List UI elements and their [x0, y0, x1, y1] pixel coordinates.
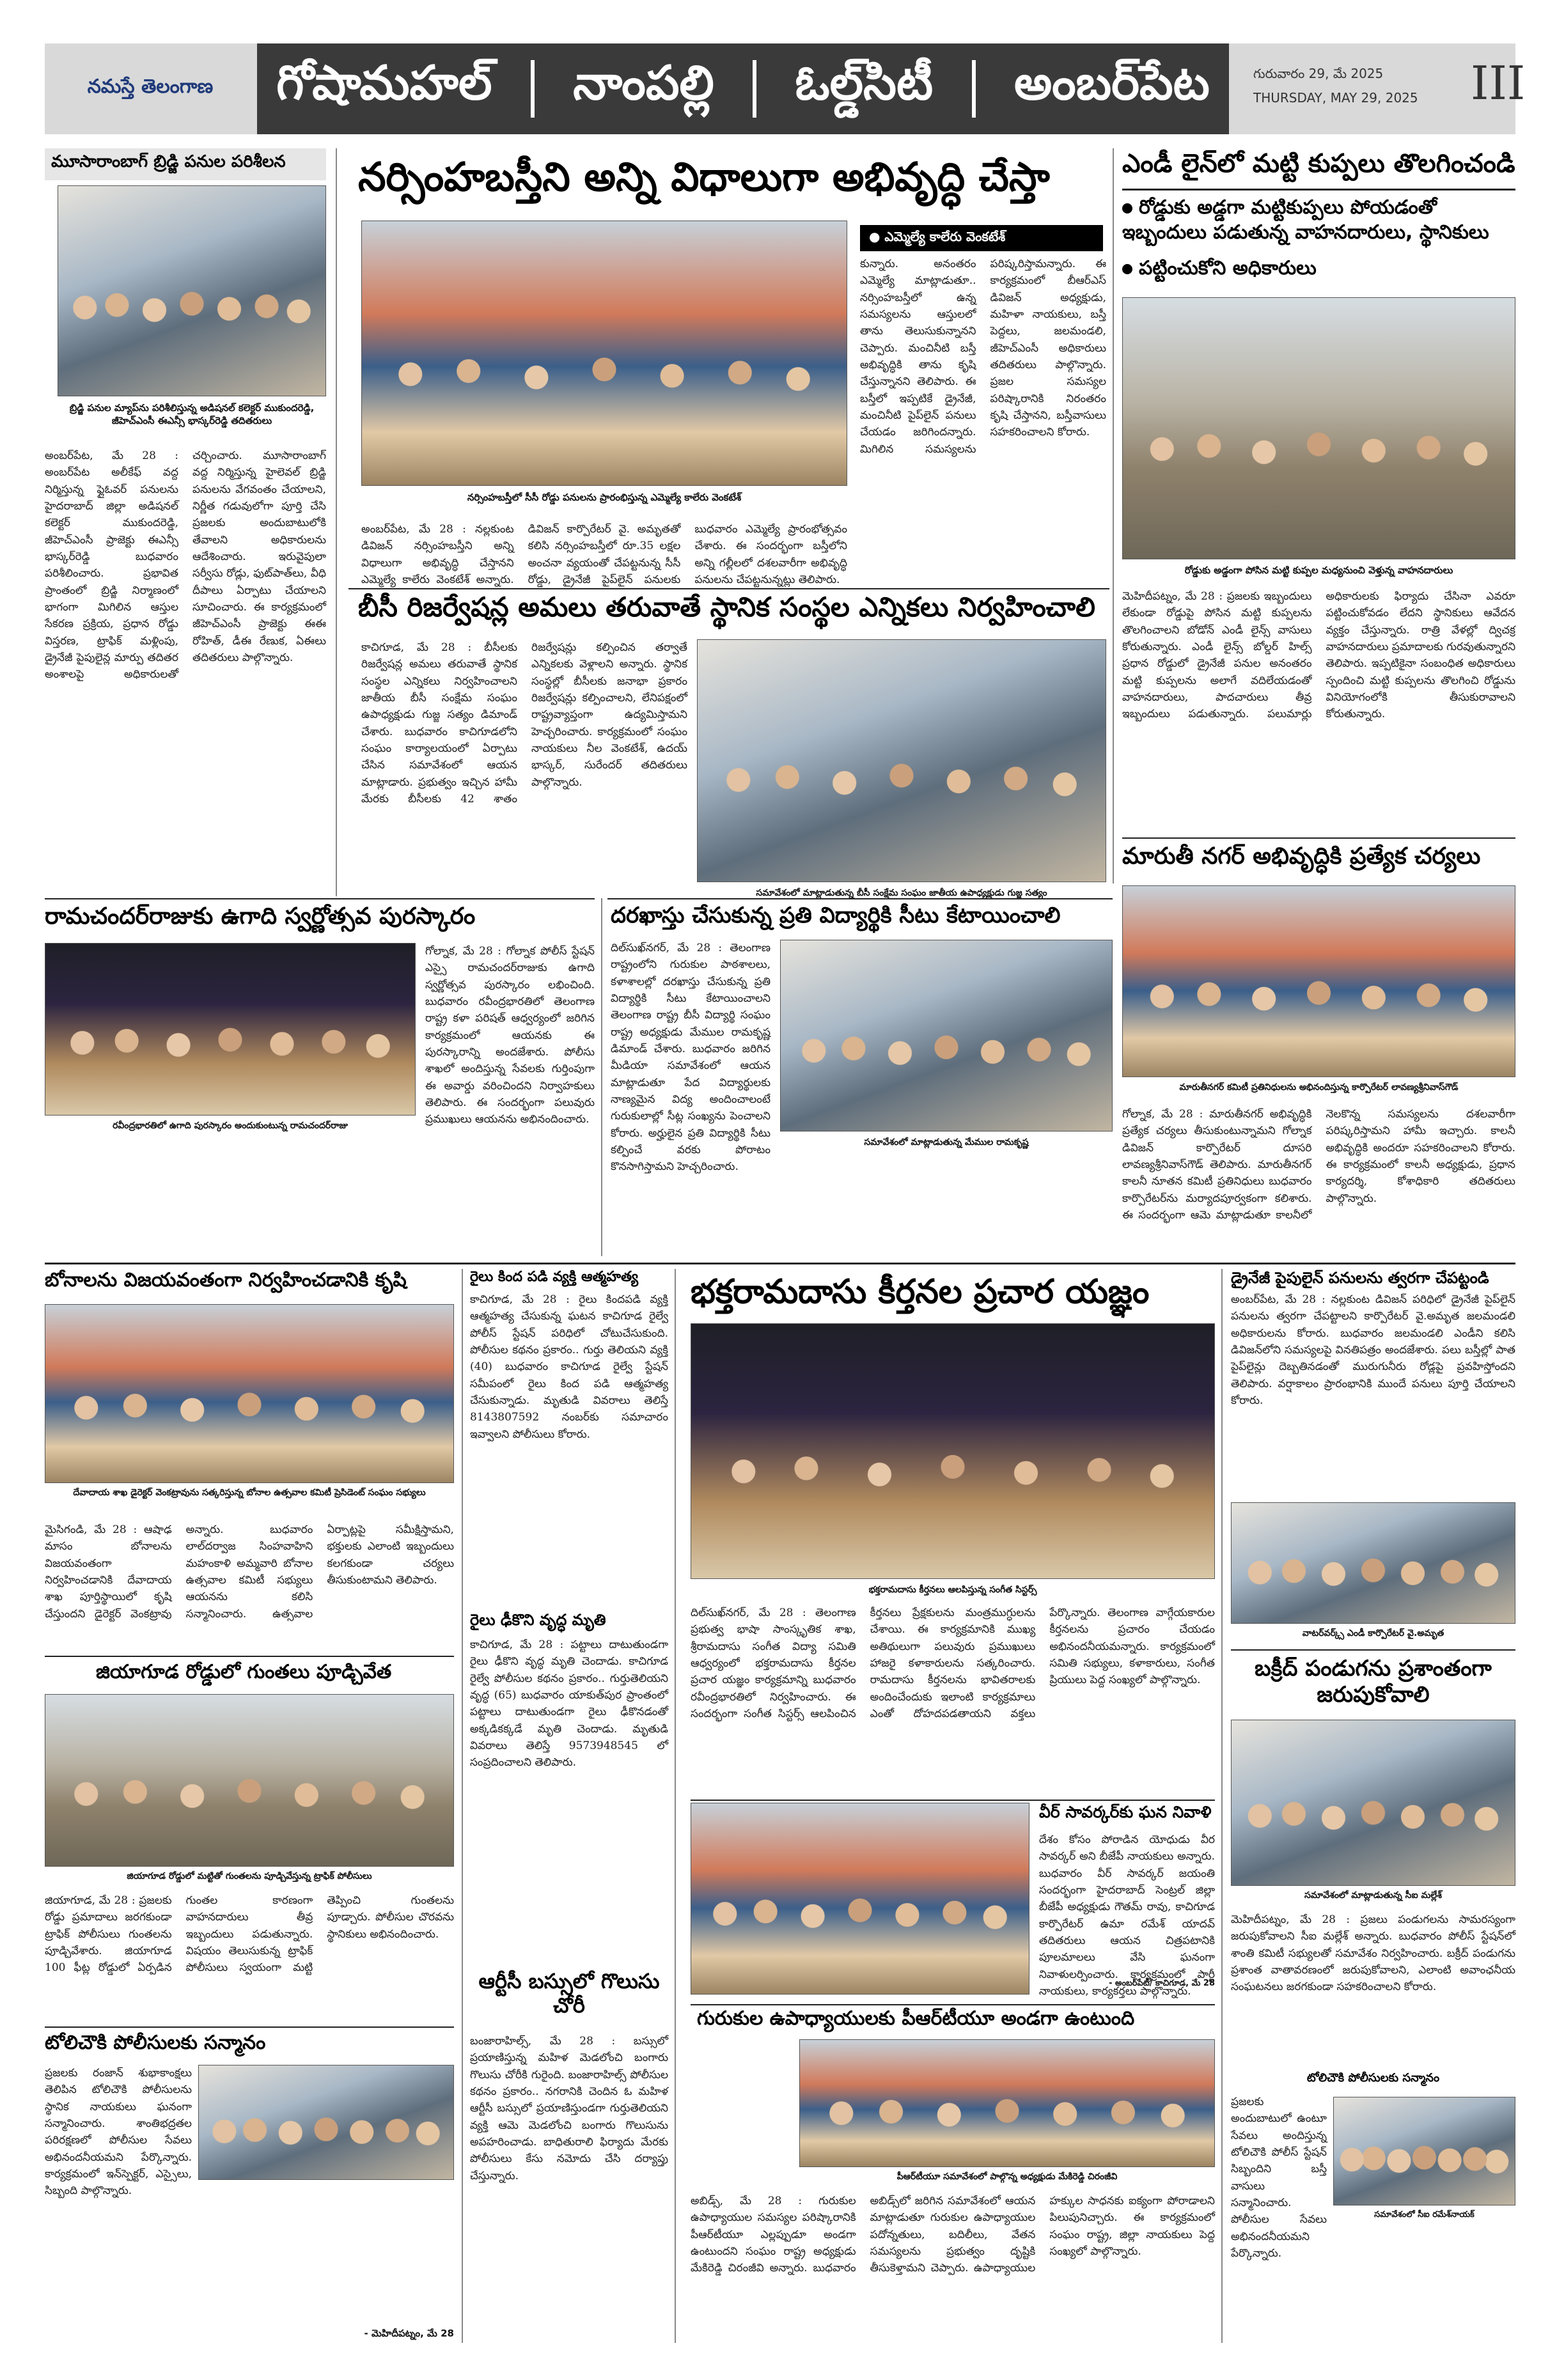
- section-rule: [691, 2004, 1215, 2005]
- section-rule: [45, 1263, 1515, 1264]
- s4-headline: బీసీ రిజర్వేషన్ల అమలు తరువాతే స్థానిక సంస్థల ఎన్నికలు నిర్వహించాలి: [358, 591, 1095, 623]
- s2-caption: నర్సింహబస్తీలో సీసీ రోడ్డు పనులను ప్రారంభిస్తున్న ఎమ్మెల్యే కాలేరు వెంకటేశ్: [467, 492, 742, 503]
- s11-h1: రైలు కింద పడి వ్యక్తి ఆత్మహత్య: [470, 1269, 639, 1285]
- zone-banner: [257, 43, 1229, 134]
- s10-headline: టోలిచౌకి పోలీసులకు సన్మానం: [45, 2032, 266, 2054]
- s6-headline: రామచందర్‌రాజుకు ఉగాది స్వర్ణోత్సవ పురస్కారం: [45, 903, 476, 929]
- s3-body: మెహిదీపట్నం, మే 28 : ప్రజలకు ఇబ్బందులు లేకుండా రోడ్డుపై పోసిన మట్టి కుప్పలను తొలగించాలని బోడోన్ ఎండీ లైన్స్ వాసులు కోరుతున్నారు. ఎండీ లైన్స్ బోల్డర్ హిల్స్ ప్రధాన రోడ్డులో డ్రైనేజీ పనుల అనంతరం మట్టి కుప్పలను అలాగే వదిలేయడంతో వాహనదారులు, పాదచారులు తీవ్ర ఇబ్బందులు పడుతున్నారు. పలుమార్లు అధికారులకు ఫిర్యాదు చేసినా ఎవరూ పట్టించుకోవడం లేదని స్థానికులు ఆవేదన వ్యక్తం చేస్తున్నారు. రాత్రి వేళల్లో ద్విచక్ర వాహనదారులు ప్రమాదాలకు గురవుతున్నారని తెలిపారు. ఇప్పటికైనా సంబంధిత అధికారులు స్పందించి మట్టి కుప్పలను తొలగించి రోడ్డును వినియోగంలోకి తీసుకురావాలని కోరుతున్నారు.: [1122, 590, 1516, 721]
- s16-photo: [1231, 1720, 1515, 1886]
- section-rule: [348, 588, 1109, 589]
- s14-photo: [799, 2039, 1215, 2167]
- s15-headline: డ్రైనేజీ పైపులైన్ పనులను త్వరగా చేపట్టండి: [1231, 1269, 1489, 1287]
- s2-photo: [361, 221, 847, 486]
- zone-goshamahal: గోషామహల్: [276, 56, 492, 111]
- s10-photo: [198, 2065, 454, 2180]
- s1-caption: బ్రిడ్జి పనుల మ్యాప్‌ను పరిశీలిస్తున్న అడిషనల్ కలెక్టర్ ముకుందరెడ్డి, జీహెచ్‌ఎంసీ ఈఎన్సీ భాస్కర్‌రెడ్డి తదితరులు: [69, 402, 315, 427]
- s4-caption: సమావేశంలో మాట్లాడుతున్న బీసీ సంక్షేమ సంఘం జాతీయ ఉపాధ్యక్షుడు గుజ్జ సత్యం: [756, 888, 1047, 898]
- s5-body: గోల్నాక, మే 28 : మారుతీనగర్ అభివృద్ధికి ప్రత్యేక చర్యలు తీసుకుంటున్నామని గోల్నాక డివిజన్ కార్పొరేటర్ దూసరి లావణ్యశ్రీనివాస్‌గౌడ్ తెలిపారు. మారుతీనగర్ కాలనీ నూతన కమిటీ ప్రతినిధులు బుధవారం కార్పొరేటర్‌ను మర్యాదపూర్వకంగా కలిశారు. ఈ సందర్భంగా ఆమె మాట్లాడుతూ కాలనీలో నెలకొన్న సమస్యలను దశలవారీగా పరిష్కరిస్తామని హామీ ఇచ్చారు. కాలనీ అభివృద్ధికి అందరూ సహకరించాలని కోరారు. ఈ కార్యక్రమంలో కాలనీ అధ్యక్షుడు, ప్రధాన కార్యదర్శి, కోశాధికారి తదితరులు పాల్గొన్నారు.: [1122, 1108, 1515, 1222]
- s9-headline: జియాగూడ రోడ్డులో గుంతలు పూడ్చివేత: [96, 1661, 392, 1683]
- s16-headline: బక్రీద్ పండుగను ప్రశాంతంగా జరుపుకోవాలి: [1255, 1656, 1492, 1707]
- s14-body: అబిడ్స్, మే 28 : గురుకుల ఉపాధ్యాయుల సమస్యల పరిష్కారానికి పీఆర్‌టీయూ ఎల్లప్పుడూ అండగా ఉంటుందని సంఘం రాష్ట్ర అధ్యక్షుడు మేకిరెడ్డి చిరంజీవి అన్నారు. బుధవారం అబిడ్స్‌లో జరిగిన సమావేశంలో ఆయన మాట్లాడుతూ గురుకుల ఉపాధ్యాయుల పదోన్నతులు, బదిలీలు, వేతన సమస్యలను ప్రభుత్వం దృష్టికి తీసుకెళ్తామని చెప్పారు. ఉపాధ్యాయుల హక్కుల సాధనకు ఐక్యంగా పోరాడాలని పిలుపునిచ్చారు. ఈ కార్యక్రమంలో సంఘం రాష్ట్ర, జిల్లా నాయకులు పెద్ద సంఖ్యలో పాల్గొన్నారు.: [691, 2195, 1215, 2275]
- s5-headline: మారుతీ నగర్ అభివృద్ధికి ప్రత్యేక చర్యలు: [1122, 843, 1481, 869]
- zone-divider: [531, 60, 535, 118]
- s13-headline: వీర్ సావర్కర్‌కు ఘన నివాళి: [1039, 1803, 1212, 1821]
- zone-amberpet: అంబర్‌పేట: [1013, 56, 1210, 111]
- s1-photo: [58, 185, 326, 396]
- s12-caption: భక్తరామదాసు కీర్తనలు ఆలపిస్తున్న సంగీత సిస్టర్స్: [868, 1585, 1037, 1595]
- section-rule: [45, 1656, 454, 1657]
- s13-dateline: - అంబర్‌పేట్/ కాచిగూడ, మే 28: [1109, 1979, 1215, 1988]
- column-rule: [1113, 148, 1114, 883]
- s7-caption: సమావేశంలో మాట్లాడుతున్న మేముల రామకృష్ణ: [864, 1137, 1029, 1147]
- brand-logo: నమస్తే తెలంగాణ: [87, 75, 214, 98]
- s16-caption: సమావేశంలో మాట్లాడుతున్న సీఐ మల్లేశ్: [1304, 1890, 1442, 1901]
- column-rule: [1221, 1269, 1223, 2343]
- dateline: [1253, 61, 1445, 110]
- zone-divider: [972, 60, 976, 118]
- section-rule: [45, 2026, 454, 2028]
- s11-b3: బంజారాహిల్స్, మే 28 : బస్సులో ప్రయాణిస్తున్న మహిళ మెడలోంచి బంగారు గొలుసు చోరీకి గురైంది. బంజారాహిల్స్ పోలీసుల కథనం ప్రకారం.. నగరానికి చెందిన ఓ మహిళ ఆర్టీసీ బస్సులో ప్రయాణిస్తుండగా గుర్తుతెలియని వ్యక్తి ఆమె మెడలోంచి బంగారు గొలుసును అపహరించాడు. బాధితురాలి ఫిర్యాదు మేరకు పోలీసులు కేసు నమోదు చేసి దర్యాప్తు చేస్తున్నారు.: [470, 2035, 668, 2182]
- s15-caption: వాటర్‌వర్క్స్ ఎండీ కార్పొరేటర్ వై.అమృత: [1302, 1628, 1444, 1638]
- s17-photo: [1333, 2097, 1515, 2205]
- s8-headline: బోనాలను విజయవంతంగా నిర్వహించడానికి కృషి: [45, 1269, 407, 1291]
- zone-nampally: నాంపల్లి: [573, 56, 714, 111]
- section-rule: [45, 898, 595, 899]
- s2-body-left: అంబర్‌పేట, మే 28 : నల్లకుంట డివిజన్ నర్సింహబస్తీని అన్ని విధాలుగా అభివృద్ధి చేస్తానని ఎమ్మెల్యే కాలేరు వెంకటేశ్ అన్నారు. డివిజన్ కార్పొరేటర్ వై. అమృతతో కలిసి నర్సింహబస్తీలో రూ.35 లక్షల అంచనా వ్యయంతో చేపట్టనున్న సీసీ రోడ్డు, డ్రైనేజీ పైప్‌లైన్ పనులకు బుధవారం ఎమ్మెల్యే ప్రారంభోత్సవం చేశారు. ఈ సందర్భంగా బస్తీలోని అన్ని గల్లీలలో దశలవారీగా అభివృద్ధి పనులను చేపట్టనున్నట్లు తెలిపారు.: [361, 523, 847, 587]
- column-rule: [336, 148, 337, 896]
- s3-bullet-1-text: రోడ్డుకు అడ్డగా మట్టికుప్పలు పోయడంతో ఇబ్బందులు పడుతున్న వాహనదారులు, స్థానికులు: [1122, 196, 1489, 244]
- s7-headline: దరఖాస్తు చేసుకున్న ప్రతి విద్యార్థికి సీటు కేటాయించాలి: [611, 903, 1061, 928]
- s10-dateline: - మెహిదీపట్నం, మే 28: [364, 2328, 454, 2339]
- section-rule: [607, 898, 1113, 899]
- s3-headline: ఎండీ లైన్‌లో మట్టి కుప్పలు తొలగించండి: [1122, 149, 1515, 178]
- s15-body: అంబర్‌పేట, మే 28 : నల్లకుంట డివిజన్ పరిధిలో డ్రైనేజీ పైప్‌లైన్ పనులను త్వరగా చేపట్టాలని కార్పొరేటర్ వై.అమృత జలమండలి అధికారులను కోరారు. బుధవారం జలమండలి ఎండీని కలిసి డివిజన్‌లోని సమస్యలపై వినతిపత్రం అందజేశారు. పలు బస్తీల్లో పాత పైప్‌లైన్లు దెబ్బతినడంతో మురుగునీరు రోడ్లపై ప్రవహిస్తోందని తెలిపారు. వర్షాకాలం ప్రారంభానికి ముందే పనులు పూర్తి చేయాలని కోరారు.: [1231, 1293, 1515, 1408]
- s17-body: ప్రజలకు అందుబాటులో ఉంటూ సేవలు అందిస్తున్న టోలిచౌకి పోలీస్ స్టేషన్ సిబ్బందిని బస్తీ వాసులు సన్మానించారు. పోలీసుల సేవలు అభినందనీయమని పేర్కొన్నారు.: [1231, 2096, 1327, 2260]
- s9-body: జియాగూడ, మే 28 : ప్రజలకు రోడ్డు ప్రమాదాలు జరగకుండా ట్రాఫిక్ పోలీసులు గుంతలను పూడ్చివేశారు. జియాగూడ 100 ఫీట్ల రోడ్డులో ఏర్పడిన గుంతల కారణంగా వాహనదారులు తీవ్ర ఇబ్బందులు పడుతున్నారు. విషయం తెలుసుకున్న ట్రాఫిక్ పోలీసులు స్వయంగా మట్టి తెప్పించి గుంతలను పూడ్చారు. పోలీసుల చొరవను స్థానికులు అభినందించారు.: [45, 1894, 454, 1975]
- s1-body: అంబర్‌పేట, మే 28 : అంబర్‌పేట అలీకేఫ్ వద్ద నిర్మిస్తున్న ఫ్లైఓవర్ పనులను హైదరాబాద్ జిల్లా అడిషనల్ కలెక్టర్ ముకుందరెడ్డి, జీహెచ్‌ఎంసీ ప్రాజెక్టు ఈఎన్సీ భాస్కర్‌రెడ్డి బుధవారం పరిశీలించారు. ప్రభావిత ప్రాంతంలో బ్రిడ్జి నిర్మాణంలో భాగంగా మిగిలిన ఆస్తుల సేకరణ ప్రక్రియ, ప్రధాన రోడ్డు విస్తరణ, ట్రాఫిక్ మళ్లింపు, డ్రైనేజీ పైపులైన్ల మార్పు తదితర అంశాలపై అధికారులతో చర్చించారు. మూసారాంబాగ్ వద్ద నిర్మిస్తున్న హైలెవల్ బ్రిడ్జి పనులను వేగవంతం చేయాలని, నిర్ణీత గడువులోగా పూర్తి చేసి ప్రజలకు అందుబాటులోకి తేవాలని అధికారులను ఆదేశించారు. ఇరువైపులా సర్వీసు రోడ్లు, ఫుట్‌పాత్‌లు, వీధి దీపాలు ఏర్పాటు చేయాలని సూచించారు. ఈ కార్యక్రమంలో జీహెచ్‌ఎంసీ ప్రాజెక్టు ఈఈ రోహిత్, డీఈ రేణుక, ఏఈలు తదితరులు పాల్గొన్నారు.: [45, 449, 326, 681]
- s3-underline: [1122, 189, 1515, 191]
- s17-caption: సమావేశంలో సీఐ రమేశ్‌నాయక్: [1374, 2210, 1475, 2220]
- s13-body: దేశం కోసం పోరాడిన యోధుడు వీర సావర్కర్ అని బీజేపీ నాయకులు అన్నారు. బుధవారం వీర్ సావర్కర్ జయంతి సందర్భంగా హైదరాబాద్ సెంట్రల్ జిల్లా బీజేపీ అధ్యక్షుడు గౌతమ్ రావు, కాచిగూడ కార్పొరేటర్ ఉమా రమేశ్ యాదవ్ తదితరులు ఆయన చిత్రపటానికి పూలమాలలు వేసి ఘనంగా నివాళులర్పించారు. కార్యక్రమంలో పార్టీ నాయకులు, కార్యకర్తలు పాల్గొన్నారు.: [1039, 1833, 1215, 1998]
- s7-body: దిల్‌సుఖ్‌నగర్, మే 28 : తెలంగాణ రాష్ట్రంలోని గురుకుల పాఠశాలలు, కళాశాలల్లో దరఖాస్తు చేసుకున్న ప్రతి విద్యార్థికి సీటు కేటాయించాలని తెలంగాణ రాష్ట్ర బీసీ విద్యార్థి సంఘం రాష్ట్ర అధ్యక్షుడు మేముల రామకృష్ణ డిమాండ్ చేశారు. బుధవారం జరిగిన మీడియా సమావేశంలో ఆయన మాట్లాడుతూ పేద విద్యార్థులకు నాణ్యమైన విద్య అందించాలంటే గురుకులాల్లో సీట్ల సంఖ్యను పెంచాలని కోరారు. అర్హులైన ప్రతి విద్యార్థికి సీటు కల్పించే వరకు పోరాటం కొనసాగిస్తామని హెచ్చరించారు.: [611, 942, 771, 1174]
- s3-photo: [1122, 297, 1515, 559]
- s11-b1: కాచిగూడ, మే 28 : రైలు కిందపడి వ్యక్తి ఆత్మహత్య చేసుకున్న ఘటన కాచిగూడ రైల్వే పోలీస్ స్టేషన్ పరిధిలో చోటుచేసుకుంది. పోలీసుల కథనం ప్రకారం.. గుర్తు తెలియని వ్యక్తి (40) బుధవారం కాచిగూడ రైల్వే స్టేషన్ సమీపంలో రైలు కింద పడి ఆత్మహత్య చేసుకున్నాడు. మృతుడి వివరాలు తెలిస్తే 8143807592 నంబర్‌కు సమాచారం ఇవ్వాలని పోలీసులు కోరారు.: [470, 1293, 668, 1441]
- column-rule: [675, 1269, 676, 2343]
- zone-divider: [753, 60, 756, 118]
- s14-body-left: [691, 2042, 793, 2202]
- s11-h3: ఆర్టీసీ బస్సులో గొలుసు చోరీ: [478, 1969, 660, 2018]
- s10-body-cont: [198, 2186, 454, 2301]
- column-rule: [462, 1269, 463, 2343]
- section-rule: [1231, 1649, 1515, 1651]
- s11-b2: కాచిగూడ, మే 28 : పట్టాలు దాటుతుండగా రైలు ఢీకొని వృద్ధ మృతి చెందాడు. కాచిగూడ రైల్వే పోలీసుల కథనం ప్రకారం.. గుర్తుతెలియని వృద్ధ (65) బుధవారం యాకుత్‌పుర ప్రాంతంలో పట్టాలు దాటుతుండగా రైలు ఢీకొనడంతో అక్కడికక్కడే మృతి చెందాడు. మృతుడి వివరాలు తెలిస్తే 9573948545 లో సంప్రదించాలని తెలిపారు.: [470, 1638, 668, 1769]
- date-telugu: గురువారం 29, మే 2025: [1253, 66, 1384, 81]
- s12-headline: భక్తరామదాసు కీర్తనల ప్రచార యజ్ఞం: [691, 1273, 1150, 1311]
- s10-body: ప్రజలకు రంజాన్ శుభాకాంక్షలు తెలిపిన టోలిచౌకి పోలీసులను స్థానిక నాయకులు ఘనంగా సన్మానించారు. శాంతిభద్రతల పరిరక్షణలో పోలీసుల సేవలు అభినందనీయమని పేర్కొన్నారు. కార్యక్రమంలో ఇన్‌స్పెక్టర్, ఎస్సైలు, సిబ్బంది పాల్గొన్నారు.: [45, 2067, 192, 2198]
- s16-body: మెహిదీపట్నం, మే 28 : ప్రజలు పండుగలను సామరస్యంగా జరుపుకోవాలని సీఐ మల్లేశ్ అన్నారు. బుధవారం పోలీస్ స్టేషన్‌లో శాంతి కమిటీ సభ్యులతో సమావేశం నిర్వహించారు. బక్రీద్ పండుగను ప్రశాంత వాతావరణంలో జరుపుకోవాలని, ఎలాంటి అవాంఛనీయ సంఘటనలు జరగకుండా సహకరించాలని కోరారు.: [1231, 1913, 1515, 1994]
- s8-caption: దేవాదాయ శాఖ డైరెక్టర్ వెంకట్రావును సత్కరిస్తున్న బోనాల ఉత్సవాల కమిటీ ప్రెసిడెంట్ సంఘం సభ్యులు: [73, 1488, 426, 1498]
- s8-photo: [45, 1304, 454, 1483]
- s2-body-right: కున్నారు. అనంతరం ఎమ్మెల్యే మాట్లాడుతూ.. నర్సింహబస్తీలో ఉన్న సమస్యలను ఆస్తులలో తాను తెలుసుకున్నానని చెప్పారు. మంచినీటి బస్తీ అభివృద్ధికి తాను కృషి చేస్తున్నానని తెలిపారు. ఈ బస్తీలో ఇప్పటికే డ్రైనేజీ, మంచినీటి పైప్‌లైన్ పనులు చేయడం జరిగిందన్నారు. మిగిలిన సమస్యలను పరిష్కరిస్తామన్నారు. ఈ కార్యక్రమంలో బీఆర్‌ఎస్ డివిజన్ అధ్యక్షుడు, మహిళా నాయకులు, బస్తీ పెద్దలు, జలమండలి, జీహెచ్‌ఎంసీ అధికారులు తదితరులు పాల్గొన్నారు. ప్రజల సమస్యల పరిష్కారానికి నిరంతరం కృషి చేస్తానని, బస్తీవాసులు సహకరించాలని కోరారు.: [860, 258, 1106, 456]
- s4-photo: [697, 639, 1106, 882]
- s9-caption: జియాగూడ రోడ్డులో మట్టితో గుంతలను పూడ్చివేస్తున్న ట్రాఫిక్ పోలీసులు: [127, 1871, 372, 1881]
- s5-caption: మారుతీనగర్ కమిటీ ప్రతినిధులను అభినందిస్తున్న కార్పొరేటర్ లావణ్యశ్రీనివాస్‌గౌడ్: [1179, 1082, 1459, 1093]
- bullet-icon: [1122, 203, 1132, 214]
- s17-body-cont: [1333, 2231, 1515, 2343]
- s17-headline: టోలిచౌకి పోలీసులకు సన్మానం: [1306, 2071, 1440, 2085]
- s14-headline: గురుకుల ఉపాధ్యాయులకు పీఆర్‌టీయూ అండగా ఉంటుంది: [697, 2007, 1135, 2030]
- s1-headline: మూసారాంబాగ్ బ్రిడ్జి పనుల పరిశీలన: [51, 152, 286, 171]
- s11-h2: రైలు ఢీకొని వృద్ధ మృతి: [470, 1611, 606, 1629]
- s12-photo: [691, 1323, 1215, 1579]
- s3-bullet-1: [1122, 195, 1515, 245]
- s6-body: గోల్నాక, మే 28 : గోల్నాక పోలీస్ స్టేషన్ ఎస్సై రామచందర్‌రాజుకు ఉగాది స్వర్ణోత్సవ పురస్కారం లభించింది. బుధవారం రవీంద్రభారతిలో తెలంగాణ రాష్ట్ర కళా పరిషత్ ఆధ్వర్యంలో జరిగిన కార్యక్రమంలో ఆయనకు ఈ పురస్కారాన్ని అందజేశారు. పోలీసు శాఖలో అందిస్తున్న సేవలకు గుర్తింపుగా ఈ అవార్డు వరించిందని నిర్వాహకులు తెలిపారు. ఈ సందర్భంగా పలువురు ప్రముఖులు ఆయనను అభినందించారు.: [425, 945, 595, 1126]
- s6-photo: [45, 943, 416, 1116]
- masthead: [45, 43, 1526, 134]
- s6-caption: రవీంద్రభారతిలో ఉగాది పురస్కారం అందుకుంటున్న రామచందర్‌రాజు: [113, 1121, 348, 1131]
- s14-caption: పీఆర్‌టీయూ సమావేశంలో పాల్గొన్న అధ్యక్షుడు మేకిరెడ్డి చిరంజీవి: [896, 2172, 1118, 2182]
- s3-bullet-2: [1122, 256, 1515, 281]
- section-rule: [1122, 837, 1515, 839]
- s7-photo: [780, 940, 1113, 1132]
- s13-photo: [691, 1803, 1029, 1995]
- s12-body: దిల్‌సుఖ్‌నగర్, మే 28 : తెలంగాణ ప్రభుత్వ భాషా సాంస్కృతిక శాఖ, శ్రీరామదాసు సంగీత విద్యా సమితి ఆధ్వర్యంలో భక్తరామదాసు కీర్తనల ప్రచార యజ్ఞం కార్యక్రమాన్ని బుధవారం రవీంద్రభారతిలో నిర్వహించారు. ఈ సందర్భంగా సంగీత సిస్టర్స్ ఆలపించిన కీర్తనలు ప్రేక్షకులను మంత్రముగ్ధులను చేశాయి. ఈ కార్యక్రమానికి ముఖ్య అతిథులుగా పలువురు ప్రముఖులు హాజరై కళాకారులను సత్కరించారు. రామదాసు కీర్తనలను భావితరాలకు అందించేందుకు ఇలాంటి కార్యక్రమాలు ఎంతో దోహదపడతాయని వక్తలు పేర్కొన్నారు. తెలంగాణ వాగ్గేయకారుల కీర్తనలను ప్రచారం చేయడం అభినందనీయమన్నారు. కార్యక్రమంలో సమితి సభ్యులు, కళాకారులు, సంగీత ప్రియులు పెద్ద సంఖ్యలో పాల్గొన్నారు.: [691, 1606, 1215, 1721]
- s15-photo: [1231, 1502, 1515, 1624]
- zone-oldcity: ఓల్డ్‌సిటీ: [795, 56, 934, 111]
- s4-body: కాచిగూడ, మే 28 : బీసీలకు రిజర్వేషన్ల అమలు తరువాతే స్థానిక సంస్థల ఎన్నికలు నిర్వహించాలని జాతీయ బీసీ సంక్షేమ సంఘం ఉపాధ్యక్షుడు గుజ్జ సత్యం డిమాండ్ చేశారు. బుధవారం కాచిగూడలోని సంఘం కార్యాలయంలో ఏర్పాటు చేసిన సమావేశంలో ఆయన మాట్లాడారు. ప్రభుత్వం ఇచ్చిన హామీ మేరకు బీసీలకు 42 శాతం రిజర్వేషన్లు కల్పించిన తర్వాతే ఎన్నికలకు వెళ్లాలని అన్నారు. స్థానిక సంస్థల్లో బీసీలకు జనాభా ప్రకారం రిజర్వేషన్లు కల్పించాలని, లేనిపక్షంలో రాష్ట్రవ్యాప్తంగా ఉద్యమిస్తామని హెచ్చరించారు. కార్యక్రమంలో సంఘం నాయకులు నీల వెంకటేశ్, ఉదయ్ భాస్కర్, సురేందర్ తదితరులు పాల్గొన్నారు.: [361, 641, 687, 806]
- s2-headline: నర్సింహబస్తీని అన్ని విధాలుగా అభివృద్ధి చేస్తా: [358, 153, 1050, 200]
- s2-byline: ● ఎమ్మెల్యే కాలేరు వెంకటేశ్: [860, 225, 1103, 251]
- s3-bullet-2-text: పట్టించుకోని అధికారులు: [1139, 257, 1317, 279]
- s8-body: మైసిగండి, మే 28 : ఆషాఢ మాసం బోనాలను విజయవంతంగా నిర్వహించడానికి దేవాదాయ శాఖ పూర్తిస్థాయిలో కృషి చేస్తుందని డైరెక్టర్ వెంకట్రావు అన్నారు. బుధవారం లాల్‌దర్వాజ సింహవాహిని మహంకాళి అమ్మవారి బోనాల ఉత్సవాల కమిటీ సభ్యులు ఆయనను కలిసి సన్మానించారు. ఉత్సవాల ఏర్పాట్లపై సమీక్షిస్తామని, భక్తులకు ఎలాంటి ఇబ్బందులు కలగకుండా చర్యలు తీసుకుంటామని తెలిపారు.: [45, 1523, 454, 1621]
- s5-photo: [1122, 885, 1515, 1077]
- bullet-icon: [1122, 264, 1132, 274]
- s3-caption: రోడ్డుకు అడ్డంగా పోసిన మట్టి కుప్పల మధ్యనుంచి వెళ్తున్న వాహనదారులు: [1184, 564, 1453, 576]
- date-english: THURSDAY, MAY 29, 2025: [1253, 90, 1418, 105]
- page-number: III: [1471, 56, 1526, 110]
- column-rule: [601, 898, 602, 1256]
- s9-photo: [45, 1694, 454, 1867]
- section-rule: [691, 1800, 1215, 1801]
